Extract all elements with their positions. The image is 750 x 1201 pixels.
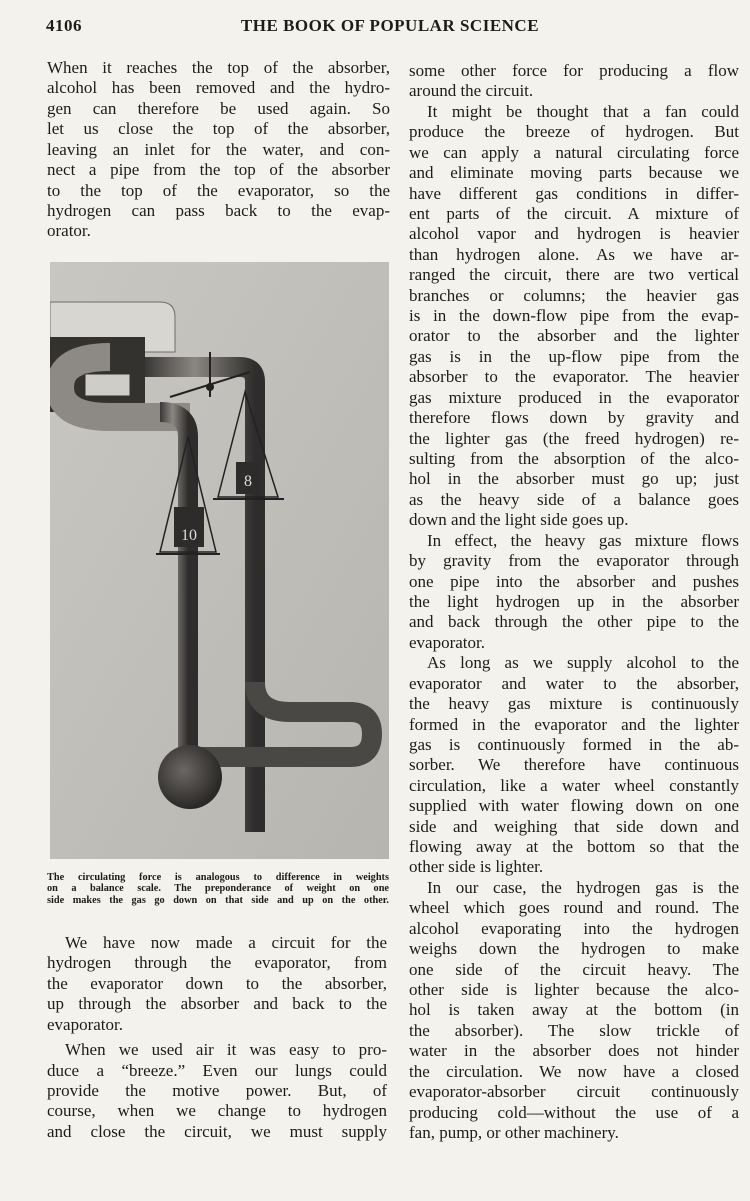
text-line: hol is taken away at the bottom (in	[409, 1000, 739, 1020]
text-line: nect a pipe from the top of the absorber	[47, 160, 390, 180]
weight-left-label: 10	[181, 527, 197, 544]
text-line: and close the circuit, we must supply	[47, 1121, 387, 1141]
text-line: the lighter gas (the freed hydrogen) re-	[409, 428, 739, 448]
text-line: When it reaches the top of the absorber,	[47, 58, 390, 77]
text-line: the absorber). The slow trickle of	[409, 1020, 739, 1040]
text-line: produce the breeze of hydrogen. But	[409, 122, 739, 142]
text-line: We have now made a circuit for the	[65, 933, 387, 952]
text-line: is in the down-flow pipe from the evap-	[409, 306, 739, 326]
text-line: alcohol evaporating into the hydrogen	[409, 918, 739, 938]
text-line: side and weighing that side down and	[409, 816, 739, 836]
text-line: alcohol has been removed and the hydro-	[47, 78, 390, 98]
caption-line: The circulating force is analogous to difference in weights	[47, 872, 389, 883]
paragraph	[47, 1040, 387, 1142]
caption-line: side makes the gas go down on that side and up on the other.	[47, 894, 389, 906]
figure-caption	[47, 872, 389, 906]
text-line: gen can therefore be used again. So	[47, 98, 390, 118]
text-line: around the circuit.	[409, 81, 534, 101]
text-line: evaporator and water to the absorber,	[409, 673, 739, 693]
text-line: In our case, the hydrogen gas is the	[427, 877, 739, 897]
text-line: orator to the absorber and the lighter	[409, 326, 739, 346]
text-line: one pipe into the absorber and pushes	[409, 571, 739, 591]
text-line: flowing away at the bottom so that the	[409, 837, 739, 857]
paragraph	[409, 102, 739, 531]
text-line: duce a “breeze.” Even our lungs could	[47, 1060, 387, 1080]
running-title: THE BOOK OF POPULAR SCIENCE	[240, 16, 540, 35]
paragraph	[409, 878, 739, 1143]
text-line: supplied with water flowing down on one	[409, 796, 739, 816]
text-line: down and the light side goes up.	[409, 510, 629, 530]
caption-line: on a balance scale. The preponderance of weight on one	[47, 883, 389, 895]
text-line: gas is in the up-flow pipe from the	[409, 346, 739, 366]
illustration-image	[50, 262, 389, 859]
text-line: circulation, like a water wheel constantly	[409, 775, 739, 795]
text-line: the circulation. We now have a closed	[409, 1061, 739, 1081]
text-line: hydrogen can pass back to the evap-	[47, 200, 390, 220]
text-line: have different gas conditions in differ-	[409, 183, 739, 203]
text-line: therefore flows down by gravity and	[409, 408, 739, 428]
text-line: some other force for producing a flow	[409, 61, 739, 80]
text-line: than hydrogen alone. As we have ar-	[409, 244, 739, 264]
text-line: the light hydrogen up in the absorber	[409, 591, 739, 611]
text-line: branches or columns; the heavier gas	[409, 285, 739, 305]
text-line: producing cold—without the use of a	[409, 1102, 739, 1122]
text-line: weighs down the hydrogen to make	[409, 939, 739, 959]
text-line: course, when we change to hydrogen	[47, 1101, 387, 1121]
text-line: the heavy gas mixture is continuously	[409, 694, 739, 714]
balance-scale-illustration	[50, 262, 389, 859]
text-line: by gravity from the evaporator through	[409, 551, 739, 571]
text-line: alcohol vapor and hydrogen is heavier	[409, 224, 739, 244]
text-line: the evaporator down to the absorber,	[47, 973, 387, 993]
text-line: evaporator-absorber circuit continuously	[409, 1082, 739, 1102]
text-line: provide the motive power. But, of	[47, 1080, 387, 1100]
weight-right-label: 8	[244, 473, 252, 490]
text-line: evaporator.	[47, 1014, 123, 1034]
text-line: hol in the absorber must go up; just	[409, 469, 739, 489]
text-line: and eliminate moving parts because we	[409, 163, 739, 183]
text-line: hydrogen through the evaporator, from	[47, 953, 387, 973]
text-line: wheel which goes round and round. The	[409, 898, 739, 918]
text-line: orator.	[47, 221, 91, 241]
paragraph	[47, 58, 390, 242]
text-line: other side is lighter because the alco-	[409, 979, 739, 999]
text-line: When we used air it was easy to pro-	[65, 1040, 387, 1060]
text-line: evaporator.	[409, 632, 485, 652]
paragraph	[409, 653, 739, 878]
text-line: ranged the circuit, there are two vertical	[409, 265, 739, 285]
text-line: other side is lighter.	[409, 857, 544, 877]
paragraph	[409, 531, 739, 654]
text-line: In effect, the heavy gas mixture flows	[427, 530, 739, 550]
absorber-bulb	[158, 745, 222, 809]
text-line: as the heavy side of a balance goes	[409, 489, 739, 509]
text-line: sorber. We therefore have continuous	[409, 755, 739, 775]
text-line: ent parts of the circuit. A mixture of	[409, 203, 739, 223]
text-line: up through the absorber and back to the	[47, 994, 387, 1014]
text-line: and back through the other pipe to the	[409, 612, 739, 632]
text-line: let us close the top of the absorber,	[47, 119, 390, 139]
text-line: gas mixture produced in the evaporator	[409, 387, 739, 407]
page-number: 4106	[46, 16, 82, 35]
text-line: water in the absorber does not hinder	[409, 1041, 739, 1061]
text-line: to the top of the evaporator, so the	[47, 180, 390, 200]
right-column	[409, 61, 739, 1143]
paragraph	[409, 61, 739, 102]
left-column-top	[47, 58, 390, 242]
text-line: leaving an inlet for the water, and con-	[47, 139, 390, 159]
text-line: absorber to the evaporator. The heavier	[409, 367, 739, 387]
text-line: one side of the circuit heavy. The	[409, 959, 739, 979]
text-line: It might be thought that a fan could	[427, 101, 739, 121]
text-line: fan, pump, or other machinery.	[409, 1122, 619, 1142]
text-line: we can apply a natural circulating force	[409, 142, 739, 162]
text-line: gas is continuously formed in the ab-	[409, 734, 739, 754]
paragraph	[47, 933, 387, 1035]
left-column-bottom	[47, 933, 387, 1142]
text-line: formed in the evaporator and the lighter	[409, 714, 739, 734]
text-line: As long as we supply alcohol to the	[427, 653, 739, 673]
text-line: sulting from the absorption of the alco-	[409, 449, 739, 469]
